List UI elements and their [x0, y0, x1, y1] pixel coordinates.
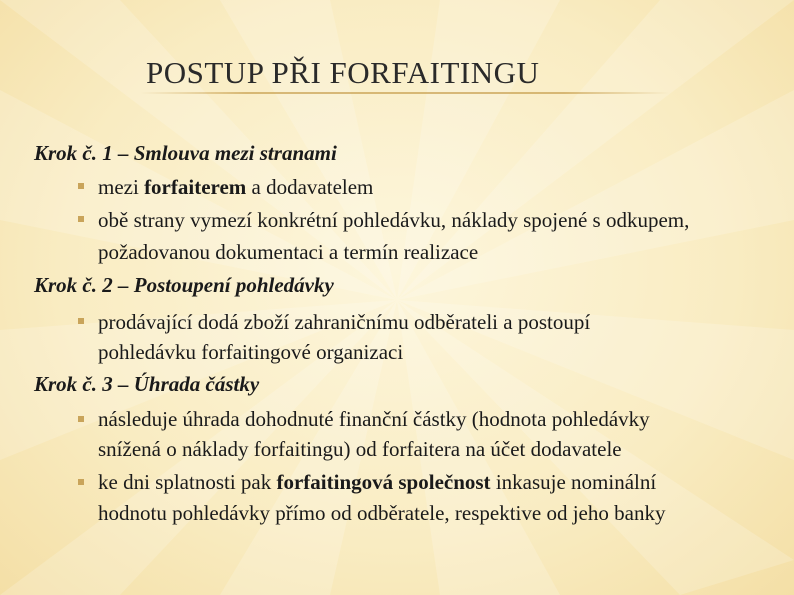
step-2-bullet-1-line-1: prodávající dodá zboží zahraničnímu odběrateli a postoupí: [98, 310, 591, 334]
bullet-marker-icon: [78, 479, 84, 485]
bullet-text: mezi: [98, 175, 145, 199]
step-1-bullet-2-line-1: obě strany vymezí konkrétní pohledávku, náklady spojené s odkupem,: [98, 208, 690, 232]
slide-title: POSTUP PŘI FORFAITINGU: [146, 55, 540, 90]
step-1-bullet-1: [98, 175, 373, 200]
bullet-text: inkasuje nominální: [490, 470, 657, 494]
bullet-marker-icon: [78, 183, 84, 189]
bullet-text: ke dni splatnosti pak: [98, 470, 277, 494]
step-3-bullet-2-line-1: [98, 470, 656, 495]
step-1-heading: Krok č. 1 – Smlouva mezi stranami: [34, 141, 337, 165]
step-1-bullet-2-line-2: požadovanou dokumentaci a termín realizace: [98, 240, 479, 264]
step-2-bullet-1-line-2: pohledávku forfaitingové organizaci: [98, 340, 404, 364]
step-3-bullet-1-line-2: snížená o náklady forfaitingu) od forfaitera na účet dodavatele: [98, 437, 622, 461]
bullet-marker-icon: [78, 216, 84, 222]
bullet-marker-icon: [78, 416, 84, 422]
step-3-bullet-2-line-2: hodnotu pohledávky přímo od odběratele, respektive od jeho banky: [98, 501, 666, 525]
step-2-heading: Krok č. 2 – Postoupení pohledávky: [34, 273, 334, 297]
bold-term: forfaiterem: [144, 175, 247, 199]
bullet-marker-icon: [78, 318, 84, 324]
step-3-bullet-1-line-1: následuje úhrada dohodnuté finanční částky (hodnota pohledávky: [98, 407, 650, 431]
bold-term: forfaitingová společnost: [276, 470, 491, 494]
bullet-text: a dodavatelem: [246, 175, 374, 199]
step-3-heading: Krok č. 3 – Úhrada částky: [34, 372, 260, 396]
title-underline: [140, 92, 670, 94]
